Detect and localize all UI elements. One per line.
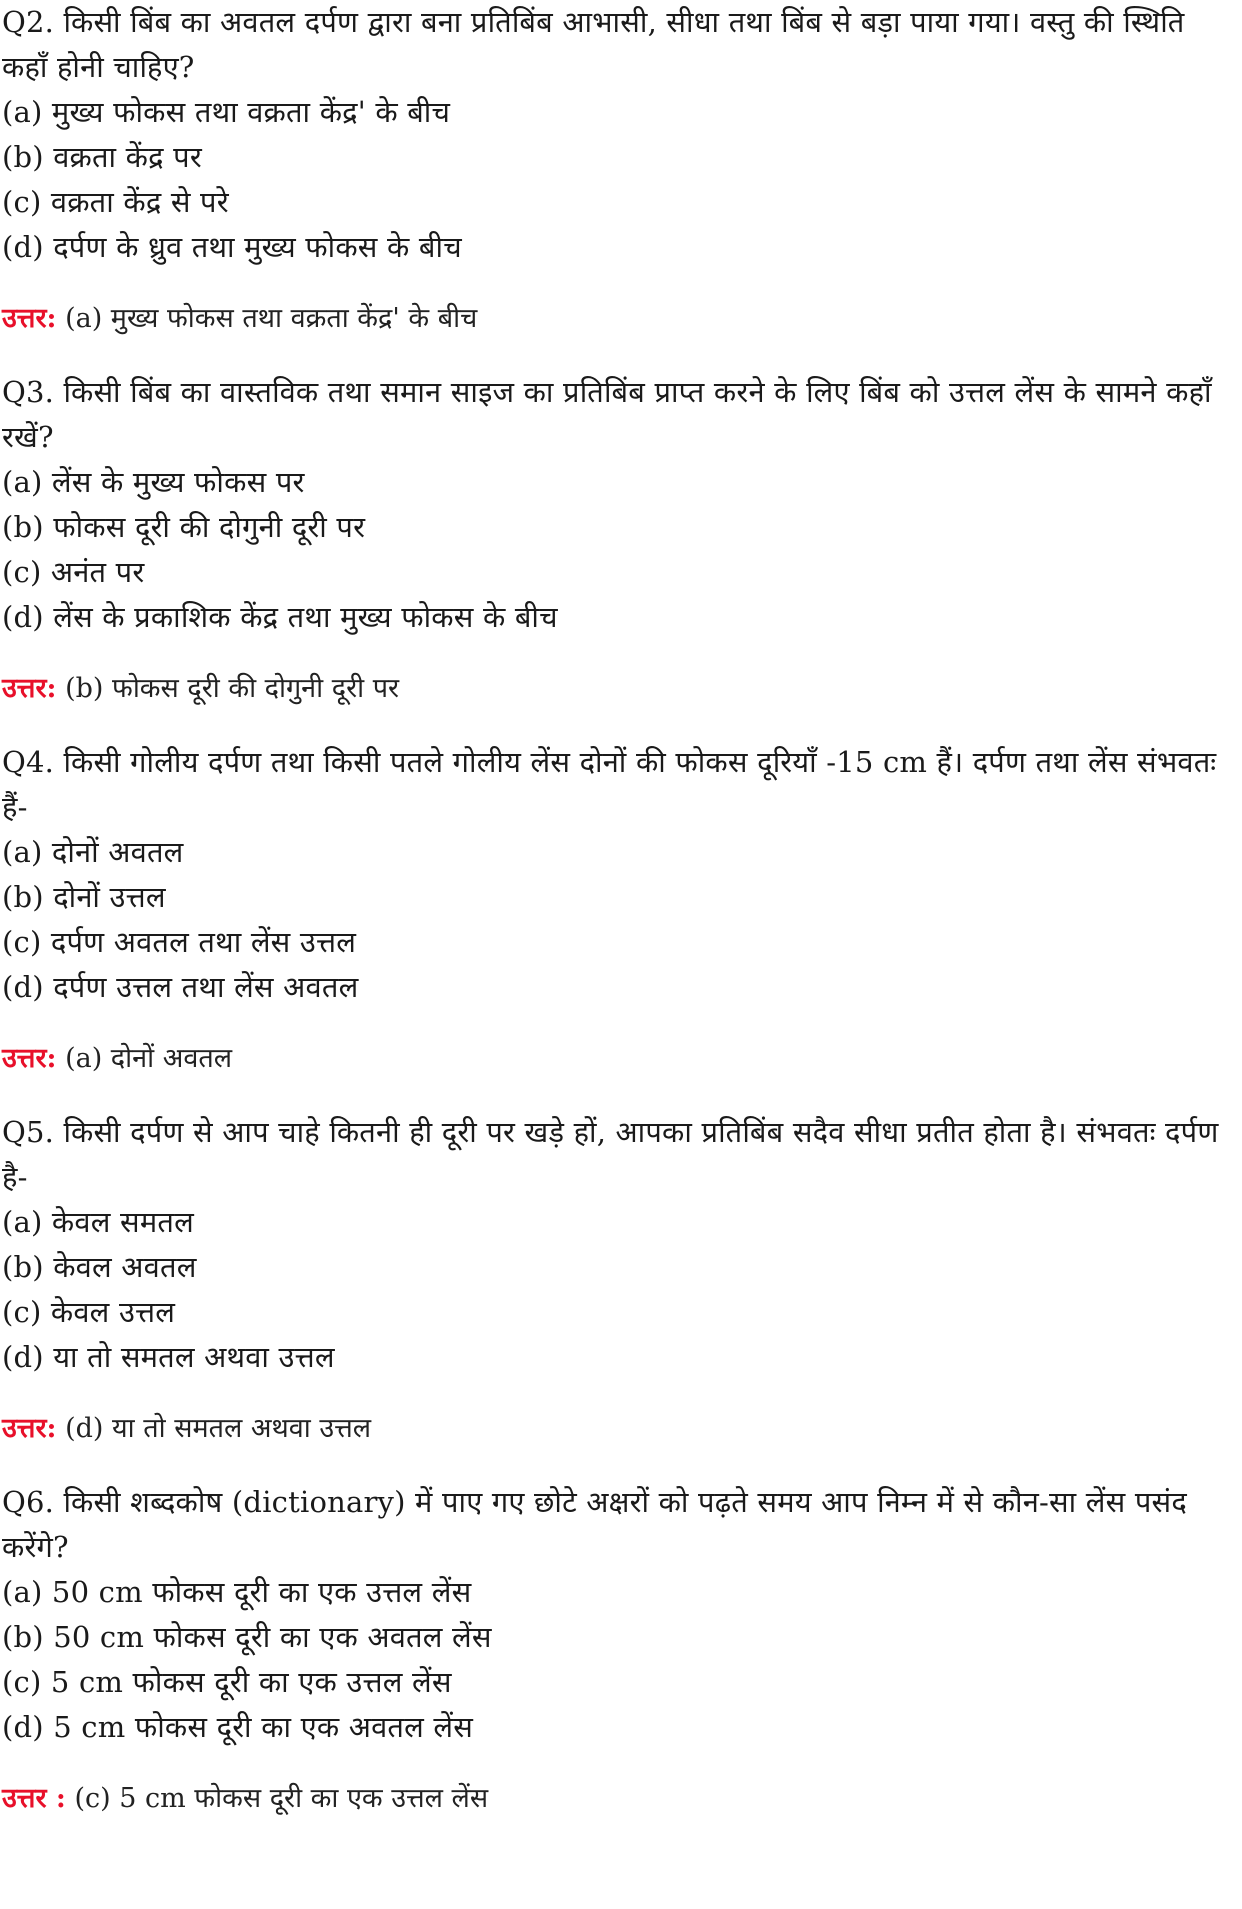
question-text: Q5. किसी दर्पण से आप चाहे कितनी ही दूरी पर खड़े हों, आपका प्रतिबिंब सदैव सीधा प्रतीत होता है। संभवतः दर्पण है-: [2, 1115, 1219, 1194]
answer-text: (b) फोकस दूरी की दोगुनी दूरी पर: [65, 673, 400, 704]
option-d: (d) लेंस के प्रकाशिक केंद्र तथा मुख्य फोकस के बीच: [2, 600, 558, 634]
answer-text: (c) 5 cm फोकस दूरी का एक उत्तल लेंस: [74, 1783, 489, 1814]
question-text: Q3. किसी बिंब का वास्तविक तथा समान साइज का प्रतिबिंब प्राप्त करने के लिए बिंब को उत्तल लेंस के सामने कहाँ रखें?: [2, 375, 1212, 454]
option-a: (a) लेंस के मुख्य फोकस पर: [2, 465, 305, 499]
option-d: (d) 5 cm फोकस दूरी का एक अवतल लेंस: [2, 1710, 474, 1744]
answer-line: [2, 669, 1238, 709]
option-c: (c) केवल उत्तल: [2, 1295, 176, 1329]
option-d: (d) या तो समतल अथवा उत्तल: [2, 1340, 335, 1374]
option-d: (d) दर्पण उत्तल तथा लेंस अवतल: [2, 970, 359, 1004]
option-b: (b) 50 cm फोकस दूरी का एक अवतल लेंस: [2, 1620, 492, 1654]
option-a: (a) 50 cm फोकस दूरी का एक उत्तल लेंस: [2, 1575, 472, 1609]
option-c: (c) वक्रता केंद्र से परे: [2, 185, 229, 219]
option-b: (b) वक्रता केंद्र पर: [2, 140, 202, 174]
answer-line: [2, 1039, 1238, 1079]
option-b: (b) केवल अवतल: [2, 1250, 197, 1284]
answer-line: [2, 299, 1238, 339]
answer-text: (a) दोनों अवतल: [65, 1043, 233, 1074]
option-a: (a) केवल समतल: [2, 1205, 194, 1239]
answer-line: [2, 1409, 1238, 1449]
answer-text: (a) मुख्य फोकस तथा वक्रता केंद्र' के बीच: [65, 303, 478, 334]
question-block: [2, 370, 1238, 640]
question-block: [2, 1110, 1238, 1380]
question-block: [2, 740, 1238, 1010]
option-b: (b) दोनों उत्तल: [2, 880, 166, 914]
answer-label: उत्तर:: [2, 1043, 57, 1074]
answer-line: [2, 1779, 1238, 1819]
answer-text: (d) या तो समतल अथवा उत्तल: [65, 1413, 372, 1444]
question-text: Q2. किसी बिंब का अवतल दर्पण द्वारा बना प्रतिबिंब आभासी, सीधा तथा बिंब से बड़ा पाया गया। वस्तु की स्थिति कहाँ होनी चाहिए?: [2, 5, 1185, 84]
question-text: Q6. किसी शब्दकोष (dictionary) में पाए गए छोटे अक्षरों को पढ़ते समय आप निम्न में से कौन-सा लेंस पसंद करेंगे?: [2, 1485, 1187, 1564]
question-block: [2, 0, 1238, 270]
question-block: [2, 1480, 1238, 1750]
option-d: (d) दर्पण के ध्रुव तथा मुख्य फोकस के बीच: [2, 230, 462, 264]
answer-label: उत्तर :: [2, 1783, 66, 1814]
question-text: Q4. किसी गोलीय दर्पण तथा किसी पतले गोलीय लेंस दोनों की फोकस दूरियाँ -15 cm हैं। दर्पण तथा लेंस संभवतः हैं-: [2, 745, 1217, 824]
option-c: (c) अनंत पर: [2, 555, 145, 589]
option-a: (a) दोनों अवतल: [2, 835, 184, 869]
option-c: (c) दर्पण अवतल तथा लेंस उत्तल: [2, 925, 357, 959]
answer-label: उत्तर:: [2, 303, 57, 334]
option-a: (a) मुख्य फोकस तथा वक्रता केंद्र' के बीच: [2, 95, 451, 129]
option-b: (b) फोकस दूरी की दोगुनी दूरी पर: [2, 510, 366, 544]
answer-label: उत्तर:: [2, 1413, 57, 1444]
answer-label: उत्तर:: [2, 673, 57, 704]
option-c: (c) 5 cm फोकस दूरी का एक उत्तल लेंस: [2, 1665, 452, 1699]
